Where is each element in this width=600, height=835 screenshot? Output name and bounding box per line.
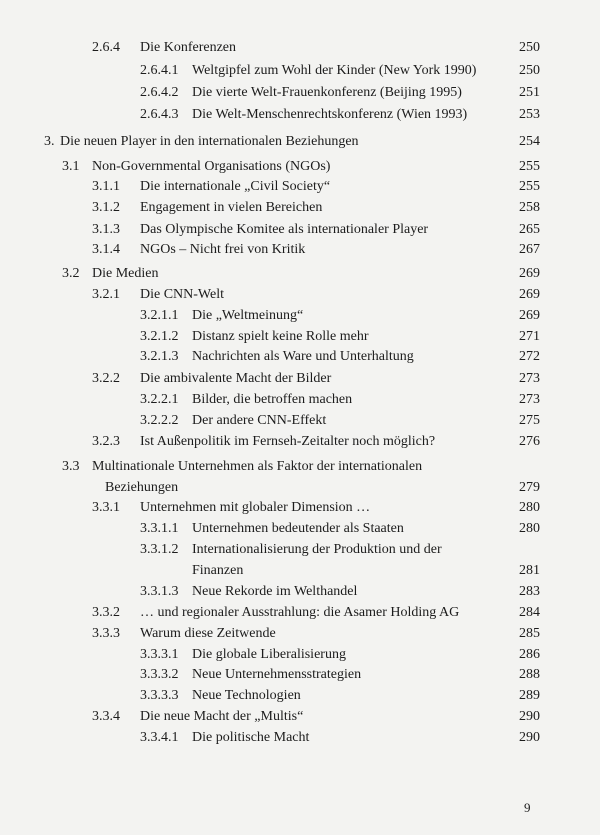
section-title: Der andere CNN-Effekt	[192, 413, 327, 428]
section-number: 3.3.3.1	[140, 647, 179, 662]
toc-entry	[0, 326, 600, 348]
section-title: Multinationale Unternehmen als Faktor der internationalen	[92, 459, 423, 474]
page-ref: 288	[519, 667, 540, 682]
toc-entry	[0, 156, 600, 178]
section-title: Warum diese Zeitwende	[140, 626, 276, 641]
page-ref: 250	[519, 63, 540, 78]
section-number: 3.3	[62, 459, 80, 474]
toc-entry	[0, 82, 600, 104]
page-ref: 254	[519, 134, 540, 149]
section-number: 3.1	[62, 159, 80, 174]
page-ref: 280	[519, 521, 540, 536]
section-title: Unternehmen bedeutender als Staaten	[192, 521, 404, 536]
toc-entry	[0, 368, 600, 390]
toc-entry	[0, 497, 600, 519]
page-ref: 251	[519, 85, 540, 100]
toc-entry	[0, 602, 600, 624]
section-title: Die internationale „Civil Society“	[140, 179, 331, 194]
toc-entry	[0, 727, 600, 749]
page-ref: 269	[519, 308, 540, 323]
toc-entry	[0, 664, 600, 686]
toc-entry	[0, 623, 600, 645]
page-ref: 255	[519, 179, 540, 194]
toc-entry	[0, 104, 600, 126]
section-title: Ist Außenpolitik im Fernseh-Zeitalter noch möglich?	[140, 434, 436, 449]
page-ref: 284	[519, 605, 540, 620]
section-title: Unternehmen mit globaler Dimension …	[140, 500, 371, 515]
section-number: 3.3.1.3	[140, 584, 179, 599]
section-number: 2.6.4.1	[140, 63, 179, 78]
toc-entry	[0, 539, 600, 561]
section-number: 3.3.3	[92, 626, 120, 641]
section-title: Finanzen	[192, 563, 244, 578]
toc-entry	[0, 284, 600, 306]
section-title: Beziehungen	[105, 480, 179, 495]
section-title: Non-Governmental Organisations (NGOs)	[92, 159, 331, 174]
toc-entry	[0, 706, 600, 728]
toc-entry	[0, 263, 600, 285]
page-ref: 253	[519, 107, 540, 122]
section-number: 3.2	[62, 266, 80, 281]
section-number: 2.6.4.2	[140, 85, 179, 100]
page-ref: 279	[519, 480, 540, 495]
section-title: Die Medien	[92, 266, 159, 281]
section-number: 2.6.4.3	[140, 107, 179, 122]
section-number: 3.3.2	[92, 605, 120, 620]
page-ref: 289	[519, 688, 540, 703]
page-ref: 269	[519, 266, 540, 281]
section-title: Die neue Macht der „Multis“	[140, 709, 304, 724]
toc-entry	[0, 560, 600, 582]
section-number: 3.2.2.1	[140, 392, 179, 407]
toc-entry	[0, 431, 600, 453]
page-ref: 273	[519, 371, 540, 386]
section-number: 3.2.1	[92, 287, 120, 302]
section-number: 3.2.1.1	[140, 308, 179, 323]
section-title: Die „Weltmeinung“	[192, 308, 304, 323]
page-number: 9	[524, 800, 531, 815]
page-ref: 290	[519, 730, 540, 745]
section-number: 3.2.2	[92, 371, 120, 386]
toc-entry	[0, 456, 600, 478]
section-number: 3.1.3	[92, 222, 120, 237]
section-title: Das Olympische Komitee als internationaler Player	[140, 222, 429, 237]
section-title: Distanz spielt keine Rolle mehr	[192, 329, 369, 344]
toc-entry	[0, 131, 600, 153]
toc-entry	[0, 389, 600, 411]
section-title: Neue Rekorde im Welthandel	[192, 584, 358, 599]
toc-entry	[0, 219, 600, 241]
page-ref: 258	[519, 200, 540, 215]
section-number: 3.1.1	[92, 179, 120, 194]
section-number: 3.2.3	[92, 434, 120, 449]
section-number: 2.6.4	[92, 40, 120, 55]
page-ref: 276	[519, 434, 540, 449]
toc-entry	[0, 518, 600, 540]
section-title: Die ambivalente Macht der Bilder	[140, 371, 332, 386]
section-number: 3.3.4.1	[140, 730, 179, 745]
section-title: Die neuen Player in den internationalen Beziehungen	[60, 134, 359, 149]
toc-entry	[0, 176, 600, 198]
section-number: 3.3.4	[92, 709, 120, 724]
section-title: Internationalisierung der Produktion und der	[192, 542, 442, 557]
toc-entry	[0, 477, 600, 499]
section-number: 3.1.4	[92, 242, 120, 257]
toc-entry	[0, 644, 600, 666]
page-ref: 290	[519, 709, 540, 724]
toc-entry	[0, 37, 600, 59]
section-number: 3.1.2	[92, 200, 120, 215]
page-ref: 272	[519, 349, 540, 364]
section-title: Weltgipfel zum Wohl der Kinder (New York 1990)	[192, 63, 477, 78]
toc-entry	[0, 410, 600, 432]
section-number: 3.3.1.1	[140, 521, 179, 536]
page-ref: 269	[519, 287, 540, 302]
section-title: NGOs – Nicht frei von Kritik	[140, 242, 306, 257]
page-ref: 283	[519, 584, 540, 599]
toc-entry	[0, 581, 600, 603]
section-number: 3.	[44, 134, 55, 149]
page-ref: 286	[519, 647, 540, 662]
section-number: 3.2.1.3	[140, 349, 179, 364]
page-ref: 280	[519, 500, 540, 515]
section-title: Die CNN-Welt	[140, 287, 225, 302]
toc-entry	[0, 305, 600, 327]
section-title: Die politische Macht	[192, 730, 310, 745]
section-title: … und regionaler Ausstrahlung: die Asamer Holding AG	[140, 605, 460, 620]
page-ref: 275	[519, 413, 540, 428]
section-title: Die globale Liberalisierung	[192, 647, 346, 662]
toc-entry	[0, 239, 600, 261]
section-title: Bilder, die betroffen machen	[192, 392, 353, 407]
section-number: 3.2.1.2	[140, 329, 179, 344]
page-ref: 273	[519, 392, 540, 407]
section-number: 3.3.1	[92, 500, 120, 515]
page-ref: 250	[519, 40, 540, 55]
page-ref: 285	[519, 626, 540, 641]
section-title: Engagement in vielen Bereichen	[140, 200, 323, 215]
section-title: Die Welt-Menschenrechtskonferenz (Wien 1993)	[192, 107, 468, 122]
toc-entry	[0, 346, 600, 368]
section-title: Neue Unternehmensstrategien	[192, 667, 362, 682]
page-ref: 281	[519, 563, 540, 578]
toc-entry	[0, 685, 600, 707]
section-number: 3.3.3.2	[140, 667, 179, 682]
section-title: Nachrichten als Ware und Unterhaltung	[192, 349, 414, 364]
toc-entry	[0, 60, 600, 82]
section-number: 3.2.2.2	[140, 413, 179, 428]
page-ref: 265	[519, 222, 540, 237]
page-ref: 271	[519, 329, 540, 344]
toc-entry	[0, 197, 600, 219]
section-number: 3.3.3.3	[140, 688, 179, 703]
section-number: 3.3.1.2	[140, 542, 179, 557]
section-title: Die Konferenzen	[140, 40, 237, 55]
page-ref: 267	[519, 242, 540, 257]
section-title: Die vierte Welt-Frauenkonferenz (Beijing 1995)	[192, 85, 462, 100]
page-ref: 255	[519, 159, 540, 174]
section-title: Neue Technologien	[192, 688, 301, 703]
